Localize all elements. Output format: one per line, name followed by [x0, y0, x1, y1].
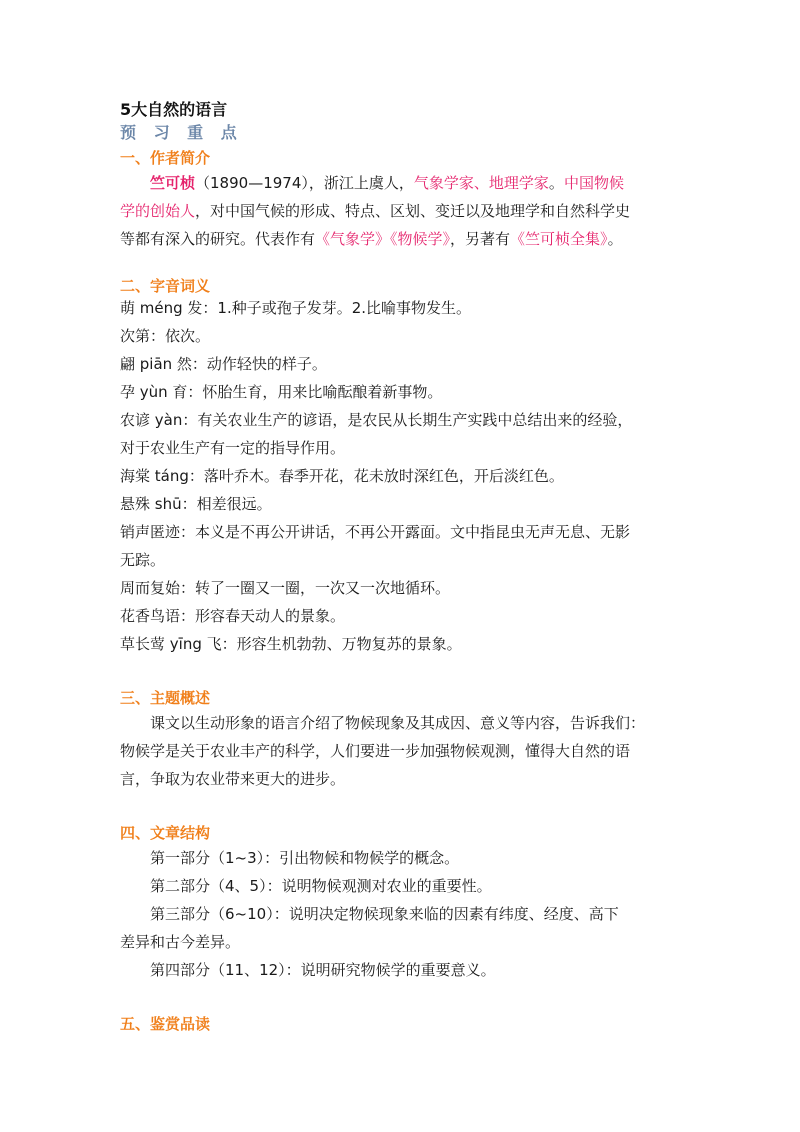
structure-line: 第一部分（1~3）：引出物候和物候学的概念。	[150, 849, 460, 867]
section-heading-appreciation: 五、鉴赏品读	[120, 1015, 211, 1033]
vocab-item: 无踪。	[120, 551, 166, 569]
vocab-item: 周而复始：转了一圈又一圈，一次又一次地循环。	[120, 579, 451, 597]
vocab-item: 次第：依次。	[120, 327, 211, 345]
section-heading-vocab: 二、字音词义	[120, 277, 211, 295]
lesson-title: 5大自然的语言	[120, 100, 228, 119]
vocab-item: 销声匿迹：本义是不再公开讲话，不再公开露面。文中指昆虫无声无息、无影	[120, 523, 631, 541]
vocab-item: 孕 yùn 育：怀胎生育，用来比喻酝酿着新事物。	[120, 383, 443, 401]
structure-line: 差异和古今差异。	[120, 933, 241, 951]
author-name: 竺可桢	[150, 174, 196, 192]
author-line-3: 等都有深入的研究。代表作有《气象学》《物候学》，另著有《竺可桢全集》。	[120, 230, 623, 248]
author-line-2: 学的创始人，对中国气候的形成、特点、区划、变迁以及地理学和自然科学史	[120, 202, 631, 220]
vocab-item: 萌 méng 发：1.种子或孢子发芽。2.比喻事物发生。	[120, 299, 472, 317]
section-heading-author: 一、作者简介	[120, 149, 211, 167]
vocab-item: 翩 piān 然：动作轻快的样子。	[120, 355, 327, 373]
vocab-item: 农谚 yàn：有关农业生产的谚语，是农民从长期生产实践中总结出来的经验，	[120, 411, 633, 429]
vocab-item: 对于农业生产有一定的指导作用。	[120, 439, 346, 457]
structure-line: 第三部分（6~10）：说明决定物候现象来临的因素有纬度、经度、高下	[150, 905, 619, 923]
theme-line: 言，争取为农业带来更大的进步。	[120, 770, 346, 788]
vocab-item: 海棠 táng：落叶乔木。春季开花，花未放时深红色，开后淡红色。	[120, 467, 564, 485]
vocab-item: 草长莺 yīng 飞：形容生机勃勃、万物复苏的景象。	[120, 635, 462, 653]
section-heading-structure: 四、文章结构	[120, 824, 211, 842]
structure-line: 第二部分（4、5）：说明物候观测对农业的重要性。	[150, 877, 492, 895]
structure-line: 第四部分（11、12）：说明研究物候学的重要意义。	[150, 961, 496, 979]
vocab-item: 花香鸟语：形容春天动人的景象。	[120, 607, 346, 625]
theme-line: 物候学是关于农业丰产的科学，人们要进一步加强物候观测，懂得大自然的语	[120, 742, 631, 760]
works-list: 《气象学》《物候学》	[315, 230, 451, 248]
author-line-1: 竺可桢（1890—1974），浙江上虞人，气象学家、地理学家。中国物候	[150, 174, 624, 192]
vocab-item: 悬殊 shū：相差很远。	[120, 495, 272, 513]
preview-heading: 预 习 重 点	[120, 123, 243, 142]
theme-line: 课文以生动形象的语言介绍了物候现象及其成因、意义等内容，告诉我们：	[150, 714, 646, 732]
section-heading-theme: 三、主题概述	[120, 689, 211, 707]
